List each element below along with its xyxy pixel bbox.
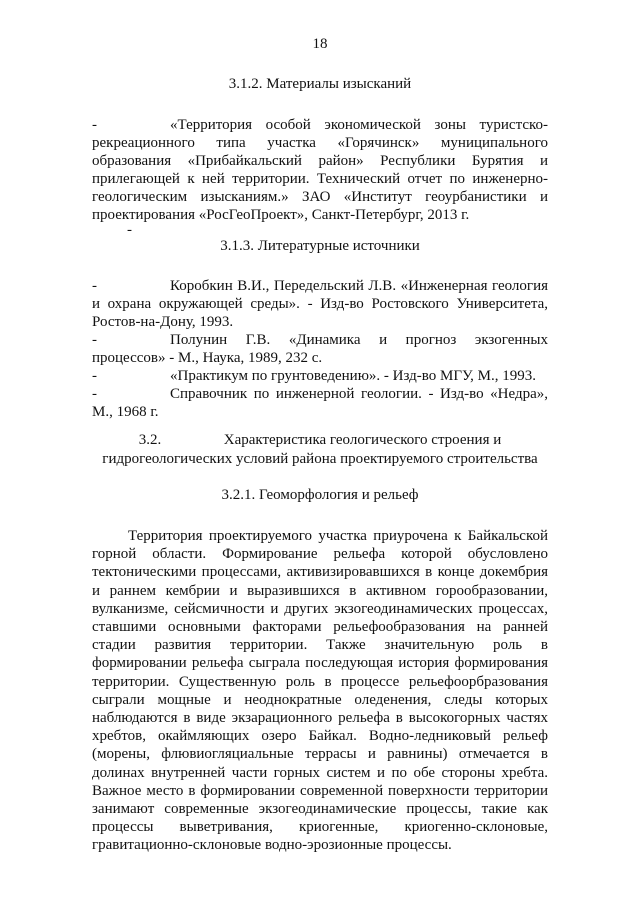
list-dash: -: [92, 368, 97, 384]
literature-item: [92, 385, 548, 421]
literature-item-text: Справочник по инженерной геологии. - Изд-во «Недра», М., 1968 г.: [92, 386, 548, 420]
heading-3-2-number: 3.2.: [138, 432, 162, 448]
list-dash: -: [92, 117, 97, 133]
literature-item: [92, 331, 548, 367]
heading-3-2-title-line2: гидрогеологических условий района проектируемого строительства: [102, 451, 538, 467]
heading-3-2-title-line1: Характеристика геологического строения и: [223, 432, 502, 448]
literature-item-text: Коробкин В.И., Передельский Л.В. «Инженерная геология и охрана окружающей среды». - Изд-во Ростовского Университета, Ростов-на-Дону, 1993.: [92, 278, 548, 330]
list-dash: -: [92, 278, 97, 294]
literature-item: [92, 277, 548, 331]
list-dash: -: [127, 222, 132, 238]
literature-item-text: «Практикум по грунтоведению». - Изд-во МГУ, М., 1993.: [170, 368, 537, 384]
materials-item: [92, 116, 548, 224]
literature-item-text: Полунин Г.В. «Динамика и прогноз экзогенных процессов» - М., Наука, 1989, 232 с.: [92, 332, 548, 366]
materials-item-text: «Территория особой экономической зоны туристско-рекреационного типа участка «Горячинск» муниципального образования «Прибайкальский район» Республики Бурятия и прилегающей к ней территории. Технический отчет по инженерно-геологическим изысканиям.» ЗАО «Институт геоурбанистики и проектирования «РосГеоПроект», Санкт-Петербург, 2013 г.: [92, 117, 548, 223]
heading-3-2-1: 3.2.1. Геоморфология и рельеф: [221, 487, 419, 503]
list-dash: -: [92, 386, 97, 402]
literature-item: [92, 367, 548, 385]
list-dash: -: [92, 332, 97, 348]
body-paragraph: Территория проектируемого участка приурочена к Байкальской горной области. Формирование рельефа которой обусловлено тектоническими процессами, активизировавшихся в конце докембрия и раннем кембрии и выразившихся в активном горообразовании, вулканизме, сейсмичности и других экзогеодинамических процессах, ставшими основными факторами рельефообразования на ранней стадии развития территории. Также значительную роль в формировании рельефа сыграла последующая история формирования территории. Существенную роль в процессе рельефоорбразования сыграли мощные и неоднократные оледенения, следы которых наблюдаются в виде экзарационного рельефа в высокогорных частях хребтов, окаймляющих озеро Байкал. Водно-ледниковый рельеф (морены, флювиогляциальные террасы и равнины) отмечается в долинах внутренней части горных систем и по обе стороны хребта. Важное место в формировании современной поверхности территории занимают современные экзогеодинамические процессы, такие как процессы выветривания, криогенные, криогенно-склоновые, гравитационно-склоновые водно-эрозионные процессы.: [92, 528, 548, 854]
page-number: 18: [312, 36, 328, 52]
heading-3-1-2: 3.1.2. Материалы изысканий: [228, 76, 412, 92]
heading-3-1-3: 3.1.3. Литературные источники: [220, 238, 420, 254]
heading-3-2: [92, 431, 548, 469]
